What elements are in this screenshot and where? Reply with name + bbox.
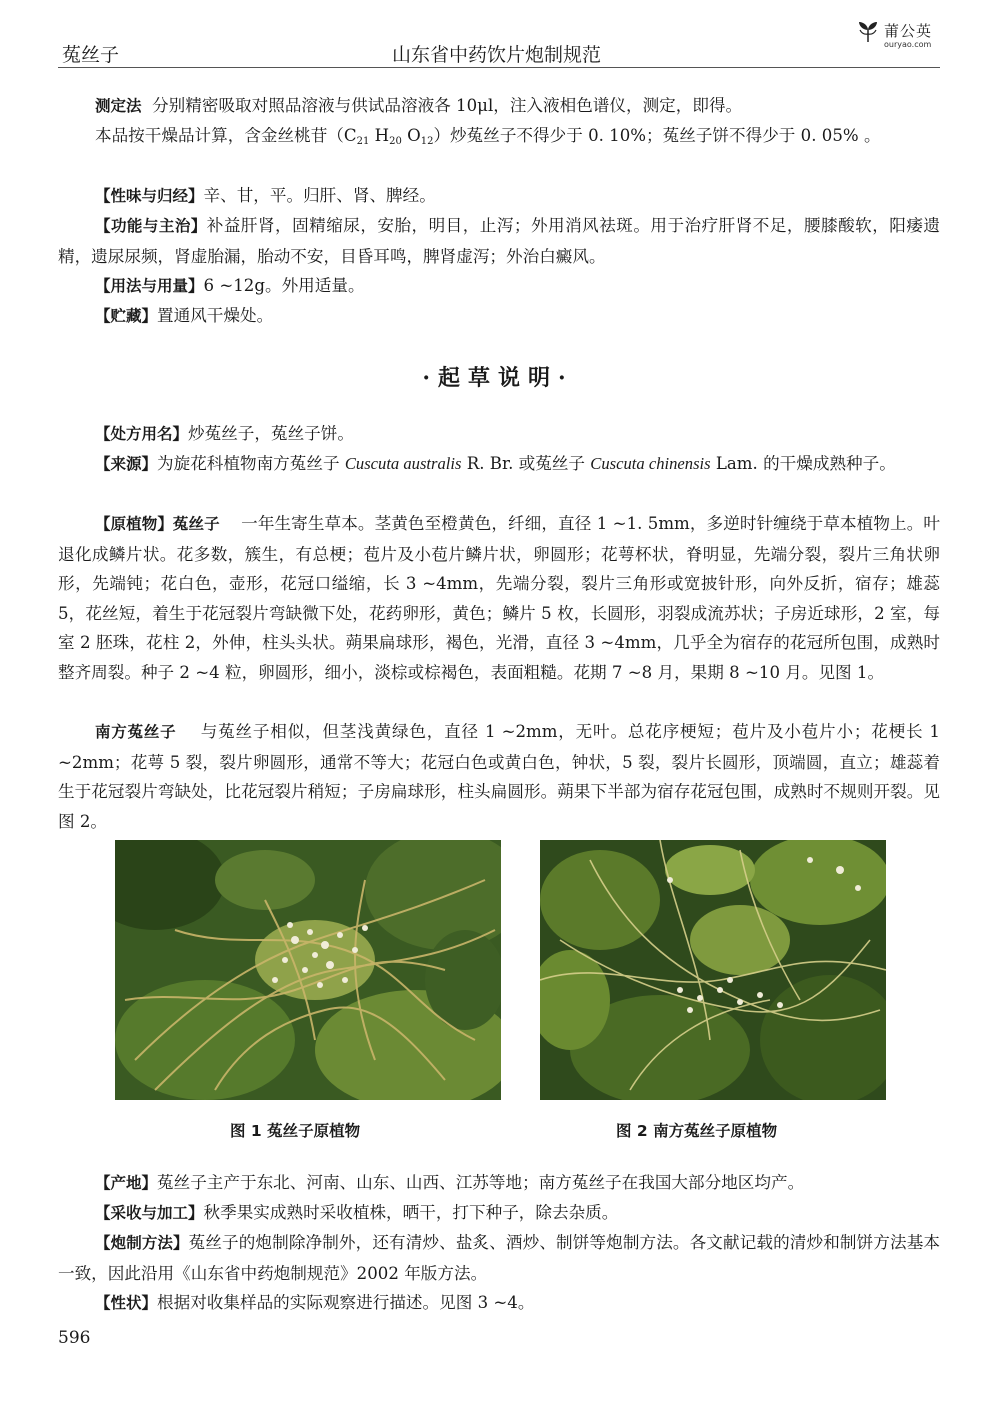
text-processing: 菟丝子的炮制除净制外，还有清炒、盐炙、酒炒、制饼等炮制方法。各文献记载的清炒和制饼方法基本一致，因此沿用《山东省中药炮制规范》2002 年版方法。 (58, 1233, 940, 1283)
figure-1-caption: 图 1 菟丝子原植物 (230, 1122, 361, 1140)
paragraph-processing (58, 1228, 940, 1288)
section-title: ·起草说明· (422, 365, 574, 391)
subscript-o: 12 (420, 136, 434, 147)
label-origin: 【产地】 (95, 1174, 158, 1192)
label-source: 【来源】 (95, 455, 158, 473)
text-content-limit-d: ）炒菟丝子不得少于 0. 10%；菟丝子饼不得少于 0. 05% 。 (433, 126, 881, 145)
paragraph-original-plant (58, 509, 940, 687)
subscript-c: 21 (356, 136, 370, 147)
latin-name-chinensis: Cuscuta chinensis (590, 454, 711, 473)
paragraph-southern-cuscuta (58, 717, 940, 836)
text-nature-meridian: 辛、甘，平。归肝、肾、脾经。 (203, 186, 436, 205)
label-dosage: 【用法与用量】 (95, 277, 204, 295)
figure-2-caption: 图 2 南方菟丝子原植物 (616, 1122, 778, 1140)
paragraph-function (58, 211, 940, 271)
text-harvest: 秋季果实成熟时采收植株，晒干，打下种子，除去杂质。 (203, 1203, 619, 1222)
text-dosage: 6 ~12g。外用适量。 (203, 276, 365, 295)
text-characteristics: 根据对收集样品的实际观察进行描述。见图 3 ~4。 (157, 1293, 535, 1312)
text-source-a: 为旋花科植物南方菟丝子 (157, 454, 345, 473)
text-origin: 菟丝子主产于东北、河南、山东、山西、江苏等地；南方菟丝子在我国大部分地区均产。 (157, 1173, 805, 1192)
page-number: 596 (58, 1328, 91, 1348)
figure-1-photo (115, 840, 501, 1100)
text-determination: 分别精密吸取对照品溶液与供试品溶液各 10μl，注入液相色谱仪，测定，即得。 (152, 96, 743, 115)
logo-url: ouryao.com (884, 40, 932, 49)
label-prescription-names: 【处方用名】 (95, 425, 189, 443)
latin-name-australis: Cuscuta australis (344, 454, 462, 473)
label-harvest: 【采收与加工】 (95, 1204, 204, 1222)
text-content-limit-a: 本品按干燥品计算，含金丝桃苷（C (95, 126, 357, 145)
text-southern-cuscuta: 与菟丝子相似，但茎浅黄绿色，直径 1 ~2mm，无叶。总花序梗短；苞片及小苞片小；花梗长 1 ~2mm；花萼 5 裂，裂片卵圆形，通常不等大；花冠白色或黄白色，钟状，5 裂，裂片长圆形，顶端圆，直立；雄蕊着生于花冠裂片弯缺处，比花冠裂片稍短；子房扁球形，柱头扁圆形。蒴果下半部为宿存花冠包围，成熟时不规则开裂。见图 2。 (58, 722, 940, 831)
text-original-plant: 一年生寄生草本。茎黄色至橙黄色，纤细，直径 1 ~1. 5mm，多逆时针缠绕于草本植物上。叶退化成鳞片状。花多数，簇生，有总梗；苞片及小苞片鳞片状，卵圆形；花萼杯状，脊明显，先端分裂，裂片三角状卵形，先端钝；花白色，壶形，花冠口缢缩，长 3 ~4mm，先端分裂，裂片三角形或宽披针形，向外反折，宿存；雄蕊 5，花丝短，着生于花冠裂片弯缺微下处，花药卵形，黄色；鳞片 5 枚，长圆形，羽裂成流苏状；子房近球形，2 室，每室 2 胚珠，花柱 2，外伸，柱头头状。蒴果扁球形，褐色，光滑，直径 3 ~4mm，几乎全为宿存的花冠所包围，成熟时整齐周裂。种子 2 ~4 粒，卵圆形，细小，淡棕或棕褐色，表面粗糙。花期 7 ~8 月，果期 8 ~10 月。见图 1。 (58, 514, 940, 682)
label-original-plant: 【原植物】菟丝子 (95, 515, 220, 533)
paragraph-origin (58, 1168, 940, 1199)
label-function: 【功能与主治】 (95, 217, 207, 235)
cuscuta-plant-image (115, 840, 501, 1100)
label-storage: 【贮藏】 (95, 307, 158, 325)
southern-cuscuta-plant-image (540, 840, 886, 1100)
leaf-logo-icon (856, 20, 880, 44)
paragraph-nature-meridian (58, 181, 940, 212)
text-source-b: R. Br. 或菟丝子 (461, 454, 591, 473)
label-processing: 【炮制方法】 (95, 1234, 189, 1252)
label-characteristics: 【性状】 (95, 1294, 158, 1312)
logo-name: 莆公英 (884, 22, 933, 40)
text-source-c: Lam. 的干燥成熟种子。 (710, 454, 896, 473)
paragraph-source (58, 449, 940, 480)
text-function: 补益肝肾，固精缩尿，安胎，明目，止泻；外用消风祛斑。用于治疗肝肾不足，腰膝酸软，阳痿遗精，遗尿尿频，肾虚胎漏，胎动不安，目昏耳鸣，脾肾虚泻；外治白癜风。 (58, 216, 940, 266)
paragraph-determination (58, 91, 940, 122)
paragraph-content-limit (58, 121, 940, 157)
label-nature-meridian: 【性味与归经】 (95, 187, 204, 205)
text-content-limit-b: H (369, 126, 390, 145)
text-storage: 置通风干燥处。 (157, 306, 274, 325)
paragraph-prescription-names (58, 419, 940, 450)
paragraph-dosage (58, 271, 940, 302)
figure-2-photo (540, 840, 886, 1100)
paragraph-storage (58, 301, 940, 332)
paragraph-harvest (58, 1198, 940, 1229)
subscript-h: 20 (389, 136, 402, 147)
running-header-left: 菟丝子 (62, 44, 120, 66)
text-content-limit-c: O (401, 126, 421, 145)
paragraph-characteristics (58, 1288, 940, 1319)
running-header-title: 山东省中药饮片炮制规范 (392, 44, 602, 66)
publisher-logo (856, 18, 946, 54)
header-rule (58, 67, 940, 68)
label-determination: 测定法 (95, 97, 142, 115)
text-prescription-names: 炒菟丝子，菟丝子饼。 (188, 424, 354, 443)
label-southern-cuscuta: 南方菟丝子 (95, 723, 177, 741)
